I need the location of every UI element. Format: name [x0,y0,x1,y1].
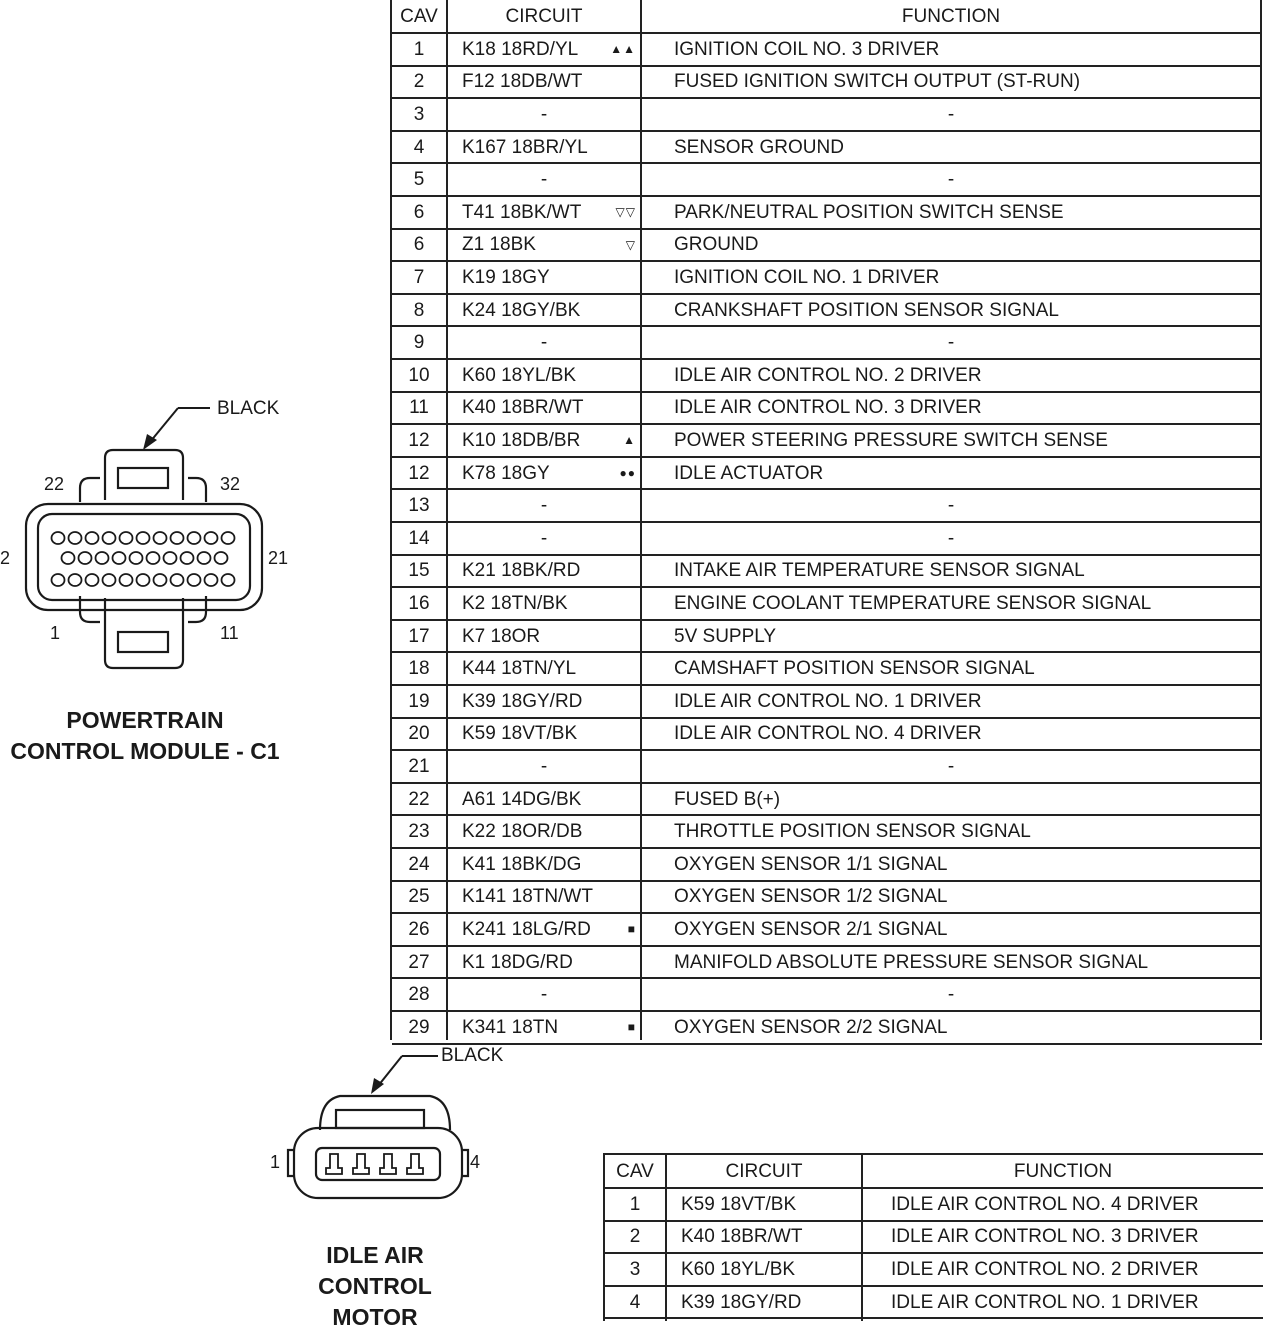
pin-cavity [103,532,116,544]
pcm-connector-drawing [0,390,300,690]
header-cav: CAV [616,1160,654,1182]
header-circuit: CIRCUIT [725,1160,803,1182]
pin-cavity [164,552,177,564]
circuit-text: K22 18OR/DB [462,821,583,843]
cav-cell: 15 [408,560,430,582]
circuit-text: K78 18GY [462,462,550,484]
cav-cell: 28 [408,984,430,1006]
function-cell: - [947,103,955,125]
pin-cavity [113,552,126,564]
cav-cell: 16 [408,592,430,614]
circuit-cell [462,686,640,717]
pin-cavity [222,574,235,586]
circuit-text: K21 18BK/RD [462,560,581,582]
function-cell: OXYGEN SENSOR 1/1 SIGNAL [674,853,948,875]
cav-cell: 25 [408,886,430,908]
circuit-text: K19 18GY [462,266,550,288]
header-circuit: CIRCUIT [505,5,583,27]
pin-cavity [52,574,65,586]
footnote-mark-icon: ▽ [625,237,636,252]
cav-cell: 12 [408,429,430,451]
footnote-mark-icon: ▲ [623,433,636,448]
pin-cavity [205,574,218,586]
table-row [605,1189,1263,1222]
circuit-text: - [540,103,548,125]
function-cell: FUSED B(+) [674,788,781,810]
circuit-text: - [540,527,548,549]
circuit-text: K2 18TN/BK [462,592,568,614]
pin-cavity [222,532,235,544]
cav-cell: 19 [408,690,430,712]
table-row [392,327,1262,360]
pin-terminal [380,1154,396,1174]
table-row [392,1012,1262,1045]
circuit-cell [448,523,640,554]
function-cell: OXYGEN SENSOR 2/2 SIGNAL [674,1016,948,1038]
circuit-text: K18 18RD/YL [462,38,579,60]
circuit-cell [448,99,640,130]
pin-cavity [52,532,65,544]
cav-cell: 26 [408,918,430,940]
cav-cell: 22 [408,788,430,810]
pin-cavity [120,532,133,544]
cav-cell: 2 [413,71,425,93]
table-row [392,882,1262,915]
cav-cell: 11 [409,397,429,419]
header-function: FUNCTION [1013,1160,1113,1182]
pin-cavity [171,574,184,586]
table-row [392,588,1262,621]
cav-cell: 21 [408,755,430,777]
circuit-text: A61 14DG/BK [462,788,582,810]
circuit-text: - [540,984,548,1006]
cav-cell: 6 [413,201,425,223]
circuit-text: K60 18YL/BK [462,364,577,386]
cav-cell: 8 [413,299,425,321]
circuit-text: K59 18VT/BK [462,723,578,745]
table-row [392,197,1262,230]
circuit-text: - [540,332,548,354]
pin-cavity [103,574,116,586]
function-cell: IDLE AIR CONTROL NO. 2 DRIVER [674,364,982,386]
function-cell: - [947,169,955,191]
pin-cavity [147,552,160,564]
table-row [392,425,1262,458]
table-row [392,719,1262,752]
cav-cell: 2 [629,1226,641,1248]
circuit-cell [462,132,640,163]
function-cell: IDLE AIR CONTROL NO. 4 DRIVER [674,723,982,745]
function-cell: IDLE ACTUATOR [674,462,824,484]
function-cell: IDLE AIR CONTROL NO. 1 DRIVER [674,690,982,712]
function-cell: INTAKE AIR TEMPERATURE SENSOR SIGNAL [674,560,1085,582]
circuit-text: K44 18TN/YL [462,658,577,680]
footnote-mark-icon: ■ [627,1020,636,1035]
circuit-cell [462,67,640,98]
circuit-cell [462,816,640,847]
cav-cell: 6 [413,234,425,256]
iac-pin-label-4: 4 [470,1152,481,1172]
cav-cell: 18 [408,658,430,680]
pin-cavity [69,574,82,586]
circuit-cell [462,262,640,293]
circuit-text: F12 18DB/WT [462,71,583,93]
circuit-text: - [540,755,548,777]
pin-cavity [205,532,218,544]
circuit-text: K167 18BR/YL [462,136,588,158]
circuit-cell [448,751,640,782]
pin-cavity [86,532,99,544]
pin-cavity [181,552,194,564]
cav-cell: 24 [408,853,430,875]
function-cell: IGNITION COIL NO. 3 DRIVER [674,38,940,60]
function-cell: IDLE AIR CONTROL NO. 2 DRIVER [891,1258,1199,1280]
circuit-text: K39 18GY/RD [462,690,583,712]
table-row [392,295,1262,328]
circuit-cell [462,230,640,261]
table-row [392,67,1262,100]
table-row [392,556,1262,589]
cav-cell: 1 [629,1193,641,1215]
circuit-cell [462,425,640,456]
function-cell: GROUND [674,234,759,256]
table-row [392,262,1262,295]
footnote-mark-icon: ■ [627,922,636,937]
circuit-cell [462,784,640,815]
pin-cavity [188,574,201,586]
cav-cell: 5 [413,169,425,191]
function-cell: IDLE AIR CONTROL NO. 3 DRIVER [674,397,982,419]
pin-cavity [137,532,150,544]
circuit-text: K41 18BK/DG [462,853,582,875]
iac-title-line3: MOTOR [332,1304,418,1330]
circuit-cell [462,393,640,424]
cav-cell: 4 [413,136,425,158]
function-cell: 5V SUPPLY [674,625,777,647]
pin-cavity [86,574,99,586]
pcm-pin-grid [52,532,235,586]
pin-cavity [171,532,184,544]
cav-cell: 13 [408,495,430,517]
iac-pinout-table [603,1153,1263,1321]
iac-title-line2: CONTROL [318,1273,432,1299]
pin-cavity [215,552,228,564]
table-row [392,784,1262,817]
iac-connector-drawing [260,1040,500,1220]
iac-table-header [605,1155,1263,1189]
pcm-table-header [392,0,1262,34]
function-cell: - [947,755,955,777]
circuit-text: - [540,169,548,191]
function-cell: CAMSHAFT POSITION SENSOR SIGNAL [674,658,1035,680]
table-row [392,458,1262,491]
circuit-cell: K59 18VT/BK [681,1193,797,1215]
table-row [605,1222,1263,1255]
cav-cell: 3 [413,103,425,125]
pin-terminal [326,1154,342,1174]
table-row [392,816,1262,849]
circuit-text: K10 18DB/BR [462,429,581,451]
table-row [392,947,1262,980]
function-cell: IGNITION COIL NO. 1 DRIVER [674,266,940,288]
function-cell: MANIFOLD ABSOLUTE PRESSURE SENSOR SIGNAL [674,951,1149,973]
circuit-cell [462,34,640,65]
circuit-text: K341 18TN [462,1016,559,1038]
pin-cavity [62,552,75,564]
pin-cavity [69,532,82,544]
circuit-cell [448,327,640,358]
function-cell: POWER STEERING PRESSURE SWITCH SENSE [674,429,1108,451]
pcm-pin-label-21: 21 [268,548,289,568]
cav-cell: 4 [629,1291,641,1313]
cav-cell: 29 [408,1016,430,1038]
circuit-cell: K40 18BR/WT [681,1226,803,1248]
circuit-text: K141 18TN/WT [462,886,593,908]
table-row [392,230,1262,263]
cav-cell: 12 [408,462,430,484]
table-row [392,914,1262,947]
function-cell: THROTTLE POSITION SENSOR SIGNAL [674,821,1031,843]
circuit-cell [462,621,640,652]
circuit-cell [462,556,640,587]
circuit-cell [462,1012,640,1043]
pin-terminal [407,1154,423,1174]
circuit-cell [462,947,640,978]
pin-cavity [154,574,167,586]
pcm-pinout-table [390,0,1262,1040]
table-row [392,523,1262,556]
table-row [392,849,1262,882]
circuit-cell [462,360,640,391]
iac-pin-row [326,1154,423,1174]
table-row [392,360,1262,393]
circuit-cell: K39 18GY/RD [681,1291,802,1313]
pin-cavity [130,552,143,564]
table-row [392,99,1262,132]
pin-cavity [79,552,92,564]
table-row [605,1254,1263,1287]
table-row [392,653,1262,686]
function-cell: SENSOR GROUND [674,136,844,158]
pin-cavity [96,552,109,564]
circuit-cell [462,719,640,750]
circuit-text: T41 18BK/WT [462,201,582,223]
circuit-text: K241 18LG/RD [462,918,591,940]
table-row [605,1287,1263,1320]
circuit-text: Z1 18BK [462,234,536,256]
circuit-cell [448,490,640,521]
footnote-mark-icon: ▲▲ [610,42,636,57]
cav-cell: 1 [413,38,425,60]
table-row [392,686,1262,719]
function-cell: ENGINE COOLANT TEMPERATURE SENSOR SIGNAL [674,592,1152,614]
pin-cavity [120,574,133,586]
pcm-pin-label-1: 1 [50,623,61,643]
circuit-text: - [540,495,548,517]
table-row [392,164,1262,197]
table-row [392,979,1262,1012]
header-function: FUNCTION [901,5,1001,27]
function-cell: IDLE AIR CONTROL NO. 3 DRIVER [891,1226,1199,1248]
function-cell: IDLE AIR CONTROL NO. 4 DRIVER [891,1193,1199,1215]
circuit-cell [462,882,640,913]
function-cell: - [947,984,955,1006]
footnote-mark-icon: ●● [619,466,636,481]
pcm-title-line2: CONTROL MODULE - C1 [10,738,280,764]
cav-cell: 17 [408,625,430,647]
iac-color-label: BLACK [441,1045,504,1066]
cav-cell: 3 [629,1258,641,1280]
circuit-cell: K60 18YL/BK [681,1258,796,1280]
pin-cavity [198,552,211,564]
cav-cell: 27 [408,951,430,973]
pcm-connector-title [0,705,290,767]
circuit-cell [448,164,640,195]
circuit-text: K40 18BR/WT [462,397,584,419]
table-row [392,490,1262,523]
function-cell: IDLE AIR CONTROL NO. 1 DRIVER [891,1291,1199,1313]
pcm-title-line1: POWERTRAIN [66,707,224,733]
circuit-text: K24 18GY/BK [462,299,581,321]
pin-cavity [154,532,167,544]
pin-cavity [188,532,201,544]
pin-cavity [137,574,150,586]
pcm-pin-label-11: 11 [220,623,239,643]
footnote-mark-icon: ▽▽ [615,205,636,220]
function-cell: OXYGEN SENSOR 2/1 SIGNAL [674,918,948,940]
function-cell: - [947,527,955,549]
cav-cell: 23 [408,821,430,843]
cav-cell: 10 [408,364,430,386]
cav-cell: 20 [408,723,430,745]
cav-cell: 9 [413,332,425,354]
function-cell: PARK/NEUTRAL POSITION SWITCH SENSE [674,201,1064,223]
pcm-pin-label-32: 32 [220,474,241,494]
pcm-pin-label-2: 2 [0,548,11,568]
table-row [392,621,1262,654]
circuit-cell [448,979,640,1010]
pin-terminal [353,1154,369,1174]
iac-pin-label-1: 1 [270,1152,281,1172]
circuit-text: K7 18OR [462,625,541,647]
function-cell: - [947,332,955,354]
cav-cell: 14 [408,527,430,549]
circuit-cell [462,588,640,619]
circuit-cell [462,914,640,945]
pcm-pin-label-22: 22 [44,474,65,494]
function-cell: FUSED IGNITION SWITCH OUTPUT (ST-RUN) [674,71,1081,93]
iac-title-line1: IDLE AIR [326,1242,424,1268]
table-row [392,393,1262,426]
cav-cell: 7 [413,266,425,288]
circuit-text: K1 18DG/RD [462,951,573,973]
function-cell: OXYGEN SENSOR 1/2 SIGNAL [674,886,948,908]
table-row [392,751,1262,784]
table-row [392,132,1262,165]
circuit-cell [462,197,640,228]
iac-connector-title [290,1240,460,1333]
header-cav: CAV [400,5,438,27]
circuit-cell [462,295,640,326]
table-row [392,34,1262,67]
pcm-color-label: BLACK [217,398,280,419]
function-cell: CRANKSHAFT POSITION SENSOR SIGNAL [674,299,1060,321]
function-cell: - [947,495,955,517]
circuit-cell [462,653,640,684]
circuit-cell [462,458,640,489]
circuit-cell [462,849,640,880]
